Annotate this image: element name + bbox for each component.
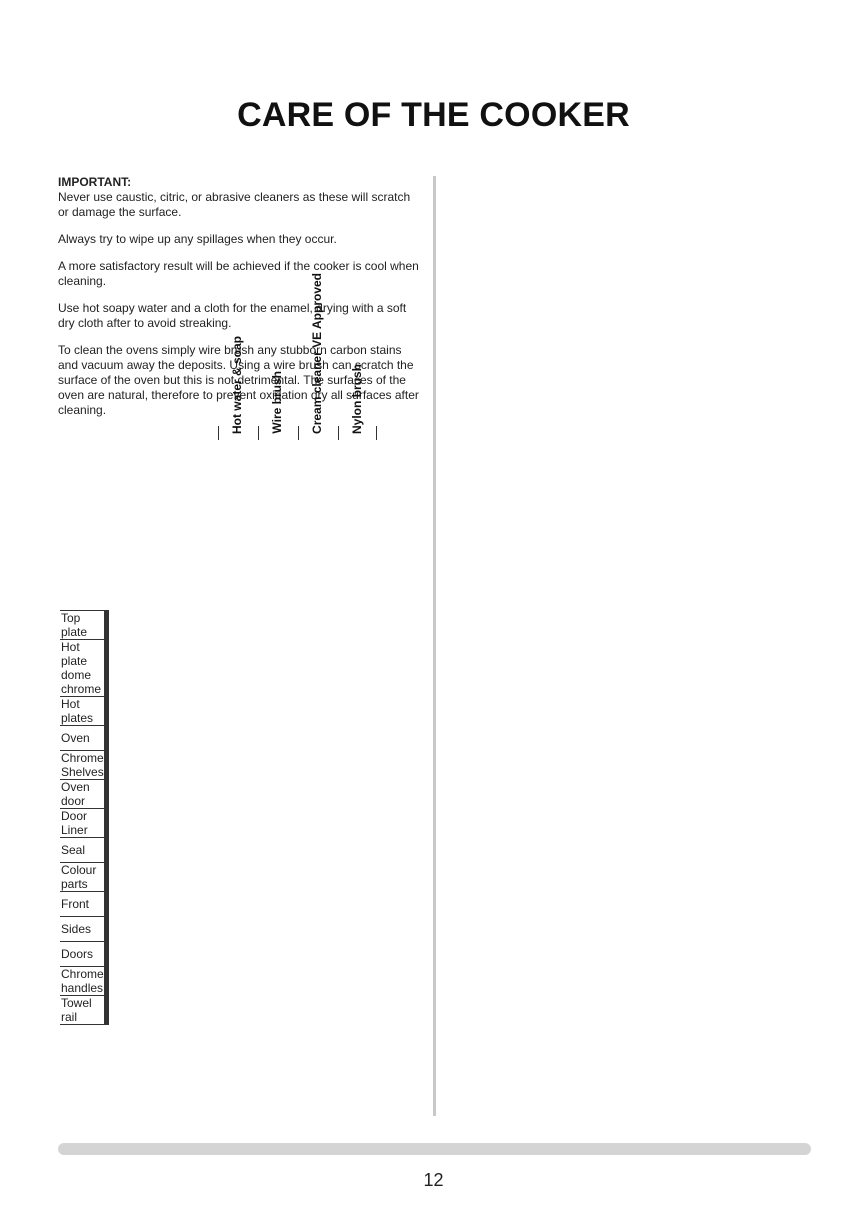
table-cell: [107, 967, 108, 996]
header-divider: [298, 426, 299, 440]
column-header-label: Cream cleaner VE Approved: [310, 273, 324, 434]
table-row: [60, 809, 108, 838]
important-label: IMPORTANT:: [58, 175, 132, 189]
column-divider: [433, 176, 436, 1116]
row-label: Hot plates: [60, 697, 104, 726]
row-label: Oven door: [60, 780, 104, 809]
table-row: [60, 917, 108, 942]
table-row: [60, 697, 108, 726]
column-header: [338, 270, 378, 440]
table-cell: [107, 726, 108, 751]
table-cell: [107, 751, 108, 780]
table-row: [60, 838, 108, 863]
important-notice: [58, 175, 420, 220]
table-cell: [107, 892, 108, 917]
row-label: Sides: [60, 917, 104, 942]
table-row: [60, 863, 108, 892]
table-cell: [107, 942, 108, 967]
table-cell: [107, 838, 108, 863]
row-label: Front: [60, 892, 104, 917]
column-header: [258, 270, 298, 440]
column-header-label: Wire brush: [270, 371, 284, 434]
table-row: [60, 996, 108, 1025]
row-label: Door Liner: [60, 809, 104, 838]
row-label: Chrome Shelves: [61, 751, 104, 779]
table-cell: [107, 863, 108, 892]
page-title: CARE OF THE COOKER: [237, 96, 630, 134]
table-row: [60, 780, 108, 809]
row-label: Seal: [60, 838, 104, 863]
table-row: [60, 942, 108, 967]
row-label: Colour parts: [60, 863, 104, 892]
table-cell: [107, 809, 108, 838]
intro-paragraph: A more satisfactory result will be achieved if the cooker is cool when cleaning.: [58, 259, 419, 288]
table-row: [60, 726, 108, 751]
table-cell: [107, 697, 108, 726]
cleaning-grid: [60, 610, 109, 1025]
table-cell: [107, 611, 108, 640]
table-row: [60, 892, 108, 917]
intro-paragraph: Use hot soapy water and a cloth for the enamel, drying with a soft dry cloth after to avoid streaking.: [58, 301, 407, 330]
important-text: Never use caustic, citric, or abrasive cleaners as these will scratch or damage the surface.: [58, 190, 411, 219]
row-label: Towel rail: [60, 996, 104, 1025]
header-divider: [338, 426, 339, 440]
page-number: 12: [423, 1170, 444, 1190]
row-label: Oven: [60, 726, 104, 751]
intro-paragraph: Always try to wipe up any spillages when they occur.: [58, 232, 337, 246]
table-cell: [107, 996, 108, 1025]
header-divider: [218, 426, 219, 440]
table-row: [60, 751, 108, 780]
table-cell: [107, 640, 108, 697]
column-header-label: Hot water & soap: [230, 335, 244, 434]
column-header: [298, 270, 338, 440]
column-header: [218, 270, 258, 440]
row-label: Chrome handles: [61, 967, 104, 995]
row-label: Top plate: [60, 611, 104, 640]
table-row: [60, 611, 108, 640]
header-divider: [376, 426, 377, 440]
column-header-label: Nylon brush: [350, 363, 364, 434]
table-row: [60, 640, 108, 697]
table-cell: [107, 917, 108, 942]
table-row: [60, 967, 108, 996]
footer-bar: [58, 1143, 811, 1155]
header-divider: [258, 426, 259, 440]
row-label: Hot plate dome chrome: [60, 640, 104, 697]
table-cell: [107, 780, 108, 809]
row-label: Doors: [60, 942, 104, 967]
intro-paragraph: To clean the ovens simply wire brush any stubborn carbon stains and vacuum away the deposits. Using a wire brush can scratch the surface of the oven but this is not detrimental. The surfaces of the oven are natural, therefore to prevent oxidation dry all surfaces after cleaning.: [58, 343, 419, 417]
